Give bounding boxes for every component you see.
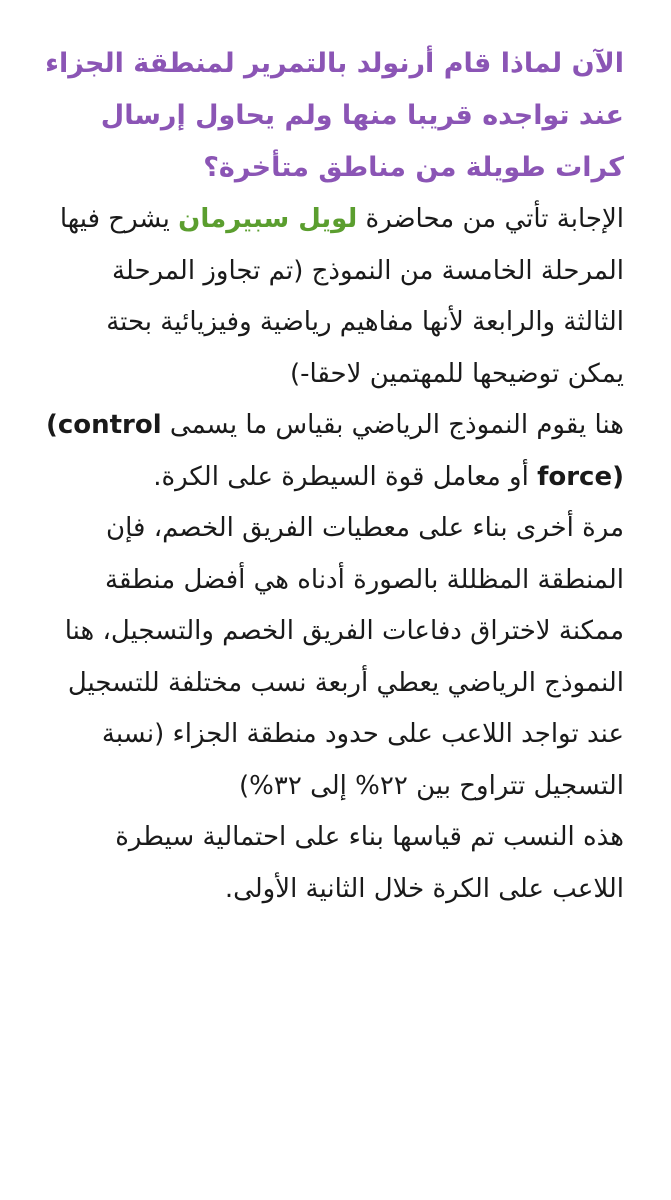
p2-after-text: أو معامل قوة السيطرة على الكرة.	[153, 461, 538, 492]
intro-after-text: يشرح فيها المرحلة الخامسة من النموذج (تم تجاوز المرحلة الثالثة والرابعة لأنها مفاهيم رياضية وفيزيائية بحتة يمكن توضيحها للمهتمين لاحقا-)	[59, 204, 624, 389]
answer-paragraph-control-force	[44, 400, 624, 503]
answer-paragraph-intro	[44, 194, 624, 400]
answer-paragraph-probability: هذه النسب تم قياسها بناء على احتمالية سيطرة اللاعب على الكرة خلال الثانية الأولى.	[115, 822, 624, 904]
answer-body	[44, 194, 624, 915]
question-heading: الآن لماذا قام أرنولد بالتمرير لمنطقة الجزاء عند تواجده قريبا منها ولم يحاول إرسال كرات طويلة من مناطق متأخرة؟	[45, 48, 624, 183]
article-text	[44, 38, 624, 915]
control-force-term: (control force)	[45, 410, 624, 492]
lecturer-name: لويل سبيرمان	[178, 204, 358, 234]
p2-before-text: هنا يقوم النموذج الرياضي بقياس ما يسمى	[161, 410, 624, 440]
answer-paragraph-shaded-zone: مرة أخرى بناء على معطيات الفريق الخصم، فإن المنطقة المظللة بالصورة أدناه هي أفضل منطقة ممكنة لاختراق دفاعات الفريق الخصم والتسجيل، هنا النموذج الرياضي يعطي أربعة نسب مختلفة للتسجيل عند تواجد اللاعب على حدود منطقة الجزاء (نسبة التسجيل تتراوح بين ٢٢% إلى ٣٢%)	[64, 513, 624, 801]
intro-before-text: الإجابة تأتي من محاضرة	[357, 204, 624, 234]
